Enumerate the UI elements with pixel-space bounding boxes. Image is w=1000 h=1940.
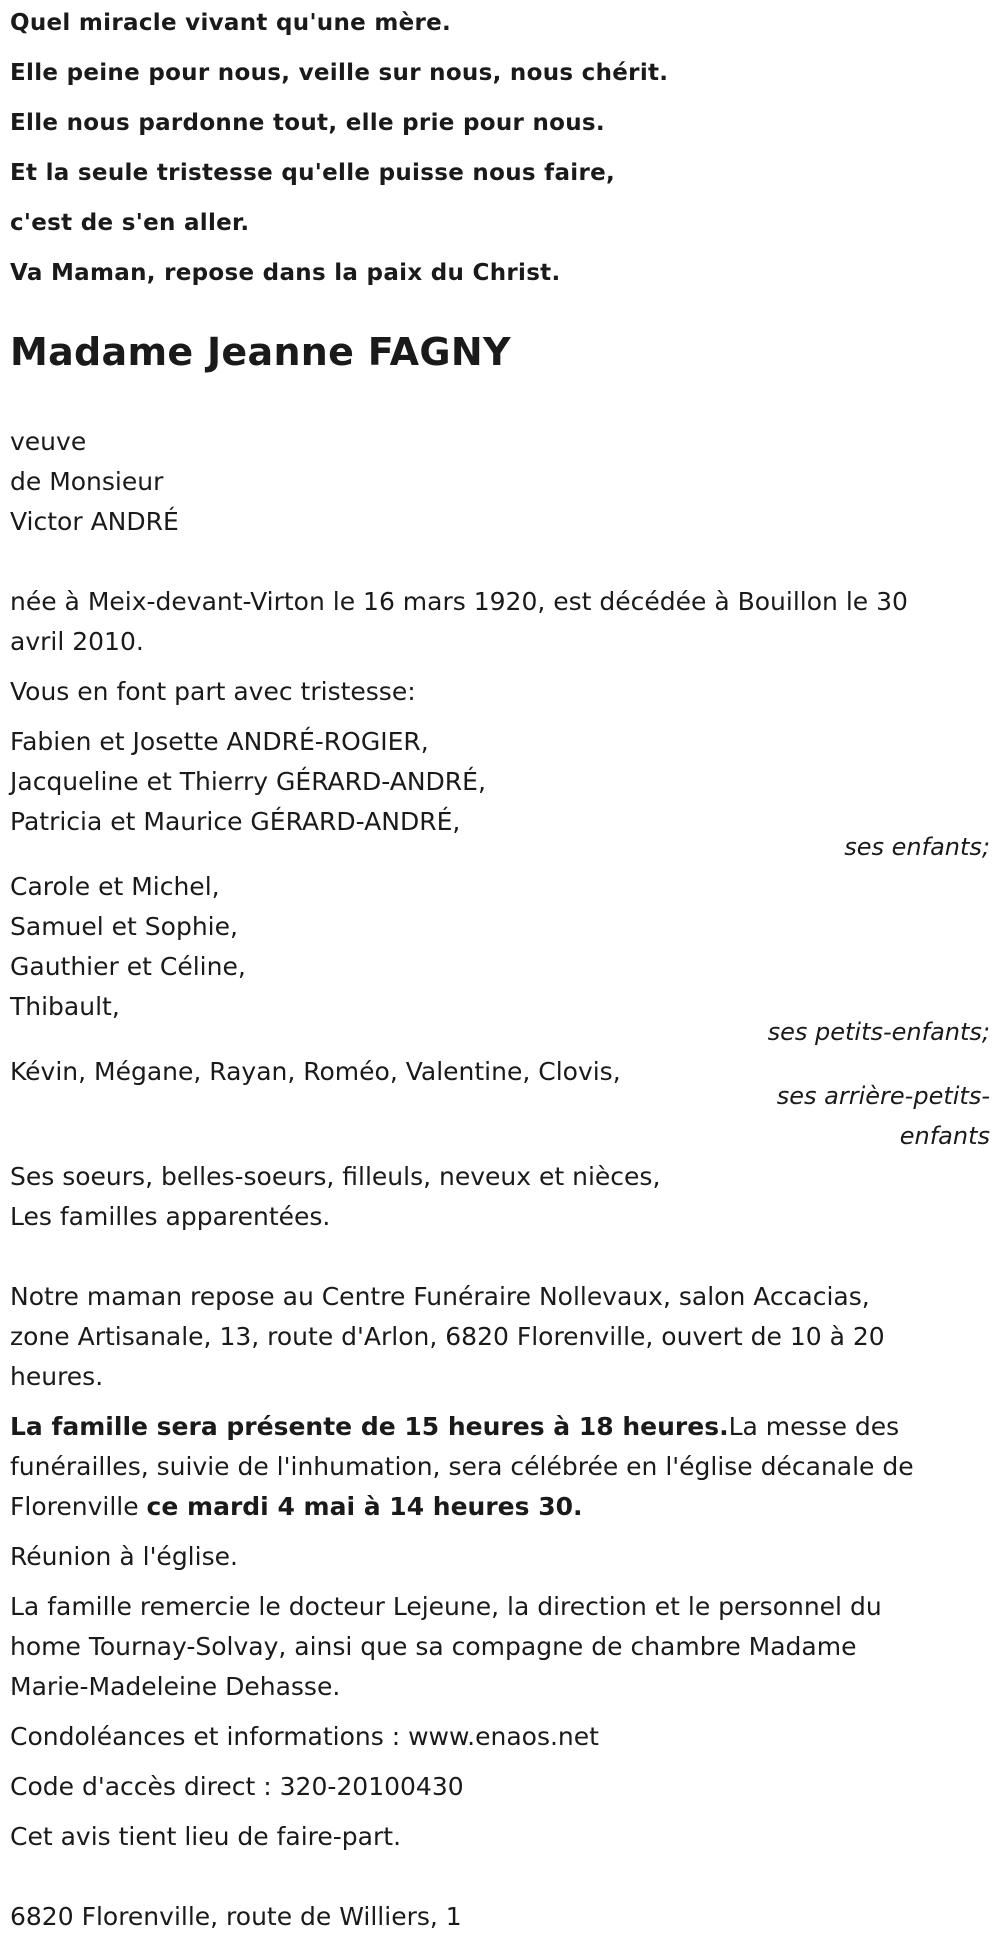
ceremony-text: La messe des <box>728 1412 900 1441</box>
child-line: Jacqueline et Thierry GÉRARD-ANDRÉ, <box>10 767 486 796</box>
child-line: Patricia et Maurice GÉRARD-ANDRÉ, <box>10 807 461 836</box>
poem-line: Va Maman, repose dans la paix du Christ. <box>10 260 561 286</box>
access-code: Code d'accès direct : 320-20100430 <box>10 1772 464 1801</box>
poem-line: Quel miracle vivant qu'une mère. <box>10 10 452 36</box>
great-grandchildren-label: enfants <box>899 1122 990 1150</box>
grandchild-line: Carole et Michel, <box>10 872 220 901</box>
poem-line: c'est de s'en aller. <box>10 210 250 236</box>
great-grandchildren-label: ses arrière-petits- <box>776 1082 990 1110</box>
birth-death-line: née à Meix-devant-Virton le 16 mars 1920, est décédée à Bouillon le 30 <box>10 587 908 616</box>
grandchild-line: Thibault, <box>10 992 120 1021</box>
great-grandchildren-line: Kévin, Mégane, Rayan, Roméo, Valentine, Clovis, <box>10 1057 621 1086</box>
poem-line: Elle nous pardonne tout, elle prie pour nous. <box>10 110 605 136</box>
resting-place-line: Notre maman repose au Centre Funéraire Nollevaux, salon Accacias, <box>10 1282 870 1311</box>
ceremony-line: funérailles, suivie de l'inhumation, sera célébrée en l'église décanale de <box>10 1452 914 1481</box>
birth-death-line: avril 2010. <box>10 627 144 656</box>
ceremony-date: ce mardi 4 mai à 14 heures 30. <box>146 1492 583 1521</box>
ceremony-line <box>10 1492 583 1521</box>
deceased-name: Madame Jeanne FAGNY <box>10 330 511 374</box>
grandchild-line: Gauthier et Céline, <box>10 952 246 981</box>
ceremony-line <box>10 1412 899 1441</box>
thanks-line: Marie-Madeleine Dehasse. <box>10 1672 341 1701</box>
relatives-line: Les familles apparentées. <box>10 1202 331 1231</box>
address: 6820 Florenville, route de Williers, 1 <box>10 1902 462 1931</box>
grandchildren-label: ses petits-enfants; <box>767 1018 990 1046</box>
meeting-note: Réunion à l'église. <box>10 1542 238 1571</box>
announcement: Vous en font part avec tristesse: <box>10 677 416 706</box>
poem-line: Elle peine pour nous, veille sur nous, nous chérit. <box>10 60 669 86</box>
spouse-line: de Monsieur <box>10 467 164 496</box>
notice: Cet avis tient lieu de faire-part. <box>10 1822 402 1851</box>
child-line: Fabien et Josette ANDRÉ-ROGIER, <box>10 727 429 756</box>
family-presence: La famille sera présente de 15 heures à 18 heures. <box>10 1412 729 1441</box>
resting-place-line: zone Artisanale, 13, route d'Arlon, 6820 Florenville, ouvert de 10 à 20 <box>10 1322 885 1351</box>
spouse-line: veuve <box>10 427 87 456</box>
thanks-line: home Tournay-Solvay, ainsi que sa compagne de chambre Madame <box>10 1632 857 1661</box>
resting-place-line: heures. <box>10 1362 104 1391</box>
thanks-line: La famille remercie le docteur Lejeune, la direction et le personnel du <box>10 1592 882 1621</box>
ceremony-place: Florenville <box>10 1492 147 1521</box>
poem-line: Et la seule tristesse qu'elle puisse nous faire, <box>10 160 616 186</box>
relatives-line: Ses soeurs, belles-soeurs, filleuls, neveux et nièces, <box>10 1162 661 1191</box>
children-label: ses enfants; <box>844 833 990 861</box>
spouse-line: Victor ANDRÉ <box>10 507 179 536</box>
grandchild-line: Samuel et Sophie, <box>10 912 238 941</box>
condolences-info: Condoléances et informations : www.enaos.net <box>10 1722 599 1751</box>
